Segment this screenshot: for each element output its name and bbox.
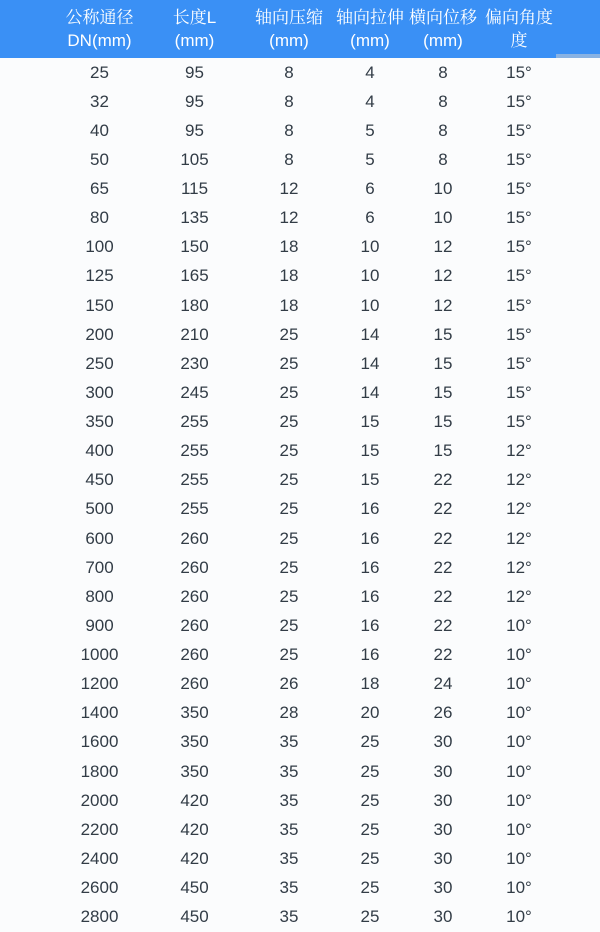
table-row <box>0 728 600 757</box>
table-cell: 25 <box>244 349 334 378</box>
table-cell: 1000 <box>0 641 145 670</box>
table-cell: 6 <box>334 175 406 204</box>
table-cell: 16 <box>334 495 406 524</box>
table-cell: 12 <box>406 291 480 320</box>
table-cell: 16 <box>334 524 406 553</box>
table-cell: 350 <box>145 728 244 757</box>
table-cell: 500 <box>0 495 145 524</box>
table-cell: 25 <box>244 320 334 349</box>
table-cell: 10° <box>480 641 600 670</box>
table-cell: 100 <box>0 233 145 262</box>
table-cell: 125 <box>0 262 145 291</box>
header-row <box>0 0 600 58</box>
table-cell: 30 <box>406 728 480 757</box>
table-cell: 1200 <box>0 670 145 699</box>
table-cell: 25 <box>244 553 334 582</box>
table-cell: 10° <box>480 874 600 903</box>
table-cell: 700 <box>0 553 145 582</box>
table-cell: 420 <box>145 815 244 844</box>
table-cell: 230 <box>145 349 244 378</box>
table-row <box>0 116 600 145</box>
table-cell: 2200 <box>0 815 145 844</box>
table-cell: 35 <box>244 903 334 932</box>
table-cell: 30 <box>406 815 480 844</box>
table-cell: 25 <box>244 466 334 495</box>
header-cell-nominal-diameter <box>0 0 145 58</box>
table-cell: 22 <box>406 582 480 611</box>
table-cell: 15° <box>480 320 600 349</box>
table-cell: 25 <box>244 437 334 466</box>
table-row <box>0 611 600 640</box>
header-cell-axial-extension <box>334 0 406 58</box>
table-cell: 1600 <box>0 728 145 757</box>
table-cell: 255 <box>145 466 244 495</box>
table-cell: 22 <box>406 524 480 553</box>
table-cell: 35 <box>244 874 334 903</box>
table-row <box>0 524 600 553</box>
table-row <box>0 437 600 466</box>
table-cell: 25 <box>334 874 406 903</box>
table-cell: 14 <box>334 378 406 407</box>
table-cell: 35 <box>244 757 334 786</box>
table-cell: 2800 <box>0 903 145 932</box>
table-cell: 210 <box>145 320 244 349</box>
table-cell: 180 <box>145 291 244 320</box>
table-cell: 900 <box>0 611 145 640</box>
table-cell: 15° <box>480 262 600 291</box>
table-cell: 22 <box>406 495 480 524</box>
table-cell: 25 <box>334 728 406 757</box>
table-cell: 12 <box>406 262 480 291</box>
table-cell: 12 <box>406 233 480 262</box>
table-cell: 22 <box>406 611 480 640</box>
table-row <box>0 495 600 524</box>
table-row <box>0 175 600 204</box>
table-row <box>0 786 600 815</box>
header-cell-deflection-angle <box>480 0 600 58</box>
table-cell: 1400 <box>0 699 145 728</box>
table-cell: 12° <box>480 437 600 466</box>
table-row <box>0 874 600 903</box>
table-cell: 260 <box>145 611 244 640</box>
table-cell: 35 <box>244 786 334 815</box>
table-row <box>0 408 600 437</box>
table-row <box>0 378 600 407</box>
table-cell: 35 <box>244 844 334 873</box>
table-row <box>0 582 600 611</box>
table-cell: 30 <box>406 844 480 873</box>
table-cell: 10 <box>406 175 480 204</box>
table-cell: 10 <box>334 233 406 262</box>
column-unit: (mm) <box>350 31 390 50</box>
table-cell: 95 <box>145 116 244 145</box>
table-cell: 15 <box>406 437 480 466</box>
table-cell: 2000 <box>0 786 145 815</box>
table-cell: 15° <box>480 204 600 233</box>
table-cell: 420 <box>145 786 244 815</box>
table-cell: 14 <box>334 320 406 349</box>
table-cell: 8 <box>406 116 480 145</box>
table-cell: 18 <box>244 262 334 291</box>
column-unit: DN(mm) <box>67 31 132 50</box>
table-cell: 260 <box>145 670 244 699</box>
table-cell: 2600 <box>0 874 145 903</box>
table-cell: 4 <box>334 87 406 116</box>
table-cell: 18 <box>334 670 406 699</box>
table-cell: 32 <box>0 87 145 116</box>
table-cell: 200 <box>0 320 145 349</box>
column-unit: (mm) <box>423 31 463 50</box>
table-cell: 26 <box>244 670 334 699</box>
table-cell: 1800 <box>0 757 145 786</box>
column-unit: (mm) <box>174 31 215 50</box>
column-title: 公称通径 <box>65 8 134 27</box>
table-cell: 16 <box>334 611 406 640</box>
table-cell: 10° <box>480 611 600 640</box>
table-row <box>0 204 600 233</box>
table-cell: 255 <box>145 437 244 466</box>
table-cell: 15° <box>480 378 600 407</box>
table-row <box>0 641 600 670</box>
table-cell: 4 <box>334 58 406 87</box>
table-cell: 8 <box>406 87 480 116</box>
table-cell: 15° <box>480 233 600 262</box>
table-cell: 10° <box>480 757 600 786</box>
table-cell: 260 <box>145 582 244 611</box>
table-cell: 30 <box>406 757 480 786</box>
table-cell: 115 <box>145 175 244 204</box>
table-cell: 350 <box>145 699 244 728</box>
table-cell: 12° <box>480 466 600 495</box>
table-cell: 165 <box>145 262 244 291</box>
table-cell: 25 <box>244 524 334 553</box>
table-cell: 10 <box>406 204 480 233</box>
table-cell: 350 <box>145 757 244 786</box>
table-cell: 25 <box>334 903 406 932</box>
table-body <box>0 58 600 932</box>
table-cell: 65 <box>0 175 145 204</box>
table-cell: 15 <box>406 349 480 378</box>
table-cell: 255 <box>145 408 244 437</box>
column-title: 横向位移 <box>409 8 477 27</box>
table-cell: 30 <box>406 786 480 815</box>
table-cell: 25 <box>334 815 406 844</box>
table-cell: 30 <box>406 874 480 903</box>
table-cell: 25 <box>244 378 334 407</box>
table-cell: 12° <box>480 582 600 611</box>
table-cell: 26 <box>406 699 480 728</box>
table-cell: 250 <box>0 349 145 378</box>
table-header <box>0 0 600 58</box>
table-cell: 260 <box>145 524 244 553</box>
table-cell: 25 <box>244 641 334 670</box>
header-cell-length <box>145 0 244 58</box>
table-cell: 420 <box>145 844 244 873</box>
table-cell: 15 <box>406 320 480 349</box>
table-cell: 15 <box>334 466 406 495</box>
table-row <box>0 815 600 844</box>
table-cell: 450 <box>145 903 244 932</box>
table-cell: 15° <box>480 145 600 174</box>
table-row <box>0 699 600 728</box>
table-cell: 15 <box>334 437 406 466</box>
table-cell: 15° <box>480 58 600 87</box>
table-cell: 5 <box>334 145 406 174</box>
table-row <box>0 757 600 786</box>
table-cell: 14 <box>334 349 406 378</box>
table-cell: 25 <box>244 611 334 640</box>
table-cell: 600 <box>0 524 145 553</box>
table-cell: 30 <box>406 903 480 932</box>
table-cell: 25 <box>334 844 406 873</box>
table-cell: 40 <box>0 116 145 145</box>
table-row <box>0 87 600 116</box>
table-cell: 150 <box>145 233 244 262</box>
table-cell: 80 <box>0 204 145 233</box>
table-row <box>0 58 600 87</box>
table-row <box>0 233 600 262</box>
table-row <box>0 291 600 320</box>
table-cell: 25 <box>0 58 145 87</box>
table-cell: 35 <box>244 728 334 757</box>
table-cell: 25 <box>244 582 334 611</box>
table-cell: 2400 <box>0 844 145 873</box>
header-edge-artifact <box>556 54 600 58</box>
table-cell: 8 <box>406 58 480 87</box>
table-cell: 35 <box>244 815 334 844</box>
table-cell: 400 <box>0 437 145 466</box>
table-cell: 50 <box>0 145 145 174</box>
table-cell: 18 <box>244 291 334 320</box>
table-cell: 28 <box>244 699 334 728</box>
table-cell: 16 <box>334 553 406 582</box>
table-cell: 5 <box>334 116 406 145</box>
table-cell: 15° <box>480 349 600 378</box>
table-cell: 8 <box>244 145 334 174</box>
table-row <box>0 466 600 495</box>
table-cell: 150 <box>0 291 145 320</box>
table-cell: 16 <box>334 582 406 611</box>
table-cell: 800 <box>0 582 145 611</box>
table-cell: 12° <box>480 524 600 553</box>
header-cell-lateral-displacement <box>406 0 480 58</box>
table-cell: 10° <box>480 670 600 699</box>
header-cell-axial-compression <box>244 0 334 58</box>
table-cell: 22 <box>406 466 480 495</box>
table-cell: 95 <box>145 58 244 87</box>
column-unit: 度 <box>510 31 528 50</box>
table-cell: 10 <box>334 291 406 320</box>
table-row <box>0 844 600 873</box>
table-cell: 10° <box>480 815 600 844</box>
table-cell: 6 <box>334 204 406 233</box>
table-row <box>0 670 600 699</box>
table-cell: 12° <box>480 553 600 582</box>
column-title: 轴向压缩 <box>255 8 323 27</box>
table-cell: 260 <box>145 641 244 670</box>
column-title: 长度L <box>172 8 217 27</box>
table-cell: 95 <box>145 87 244 116</box>
table-cell: 10° <box>480 844 600 873</box>
table-cell: 25 <box>244 495 334 524</box>
table-cell: 15° <box>480 408 600 437</box>
table-cell: 22 <box>406 641 480 670</box>
table-cell: 255 <box>145 495 244 524</box>
table-cell: 350 <box>0 408 145 437</box>
table-row <box>0 320 600 349</box>
table-cell: 8 <box>244 87 334 116</box>
table-cell: 12° <box>480 495 600 524</box>
table-cell: 10° <box>480 699 600 728</box>
column-title: 偏向角度 <box>485 8 553 27</box>
table-cell: 8 <box>406 145 480 174</box>
table-cell: 24 <box>406 670 480 699</box>
table-cell: 450 <box>0 466 145 495</box>
table-cell: 15° <box>480 291 600 320</box>
table-cell: 25 <box>334 757 406 786</box>
table-cell: 20 <box>334 699 406 728</box>
table-cell: 16 <box>334 641 406 670</box>
table-cell: 105 <box>145 145 244 174</box>
table-cell: 8 <box>244 58 334 87</box>
table-row <box>0 903 600 932</box>
table-cell: 10° <box>480 786 600 815</box>
table-cell: 10 <box>334 262 406 291</box>
column-title: 轴向拉伸 <box>336 8 404 27</box>
table-cell: 15 <box>406 378 480 407</box>
table-row <box>0 262 600 291</box>
table-cell: 25 <box>244 408 334 437</box>
table-cell: 15° <box>480 175 600 204</box>
table-cell: 22 <box>406 553 480 582</box>
table-cell: 15 <box>406 408 480 437</box>
table-cell: 15° <box>480 116 600 145</box>
table-cell: 300 <box>0 378 145 407</box>
table-cell: 15° <box>480 87 600 116</box>
table-cell: 135 <box>145 204 244 233</box>
table-cell: 12 <box>244 175 334 204</box>
table-cell: 18 <box>244 233 334 262</box>
table-cell: 15 <box>334 408 406 437</box>
table-row <box>0 553 600 582</box>
table-cell: 245 <box>145 378 244 407</box>
table-cell: 260 <box>145 553 244 582</box>
table-cell: 25 <box>334 786 406 815</box>
table-row <box>0 145 600 174</box>
column-unit: (mm) <box>269 31 309 50</box>
table-row <box>0 349 600 378</box>
table-cell: 10° <box>480 903 600 932</box>
table-cell: 12 <box>244 204 334 233</box>
table-cell: 10° <box>480 728 600 757</box>
table-cell: 8 <box>244 116 334 145</box>
table-cell: 450 <box>145 874 244 903</box>
